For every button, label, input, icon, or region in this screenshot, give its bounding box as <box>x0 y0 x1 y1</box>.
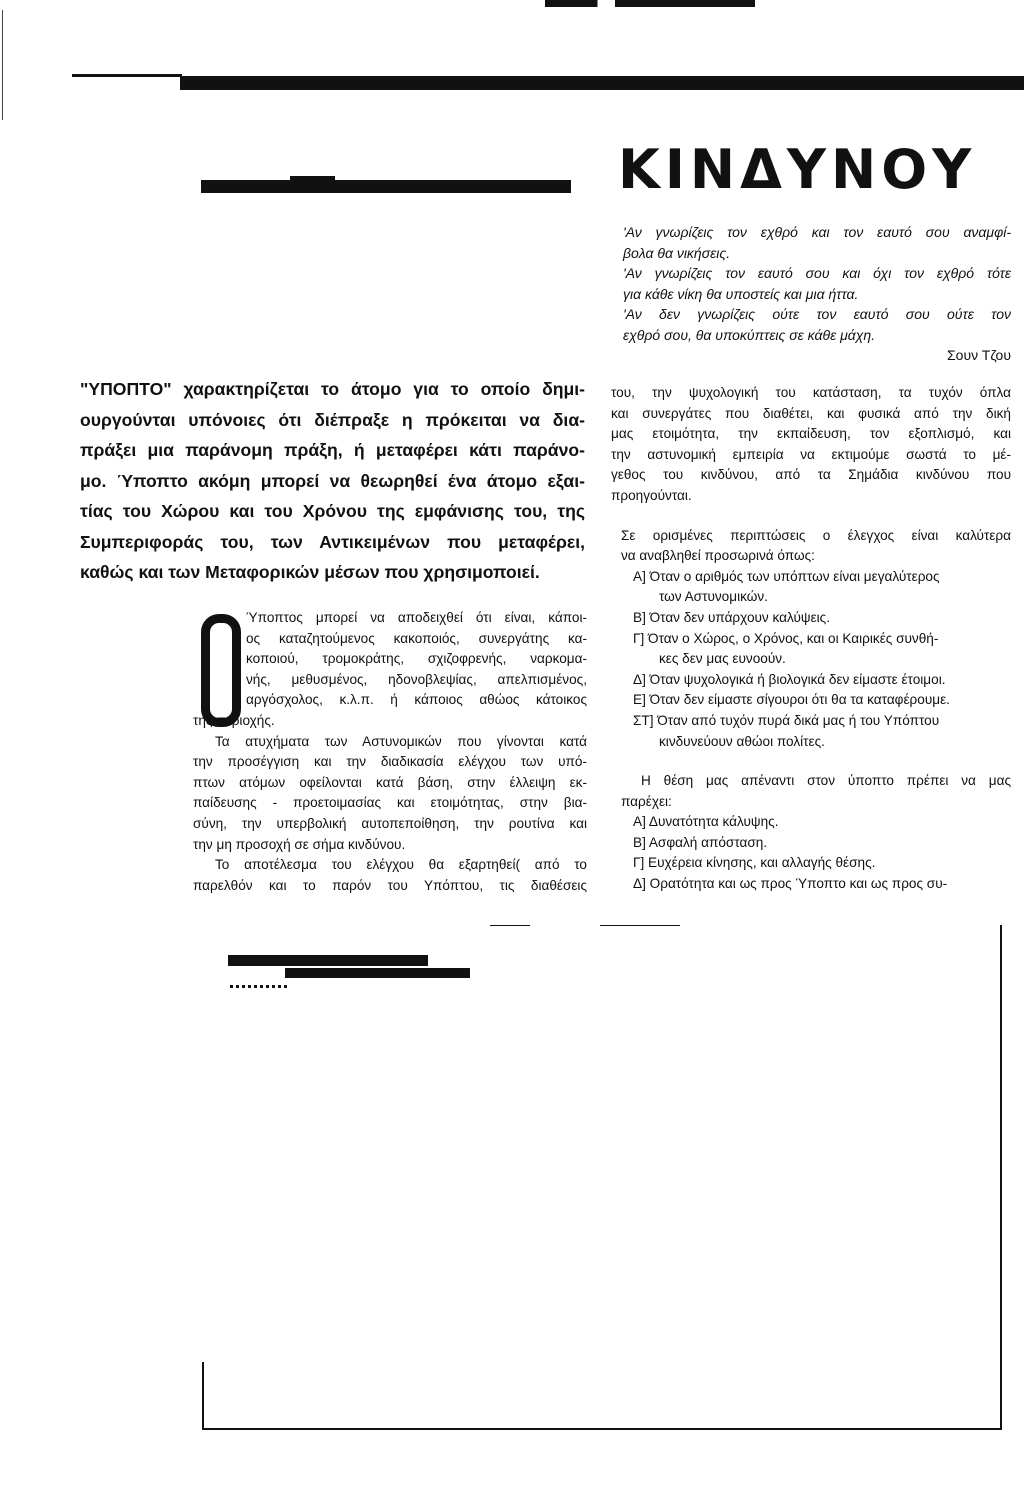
quote-line: βολα θα νικήσεις. <box>623 244 731 261</box>
lead-line: ουργούνται υπόνοιες ότι διέπραξε η πρόκειται να δια- <box>80 409 585 430</box>
body-line: ος καταζητούμενος κακοποιός, συνεργάτης κα- <box>246 630 587 646</box>
logo-block-bottom <box>285 968 470 978</box>
body-line: παρέχει: <box>621 793 672 809</box>
lead-line: καθώς και των Μεταφορικών μέσων που χρησιμοποιεί. <box>80 562 540 582</box>
quote-author: Σουν Τζου <box>947 347 1011 363</box>
body-line: της περιοχής. <box>193 712 275 728</box>
lead-paragraph <box>80 374 585 588</box>
epigraph-quote <box>623 222 1011 366</box>
quote-line: 'Αν γνωρίζεις τον εαυτό σου και όχι τον εχθρό τότε <box>623 265 1011 281</box>
body-line: να αναβληθεί προσωρινά όπως: <box>621 548 815 564</box>
body-line: Η θέση μας απέναντι στον ύποπτο πρέπει να μας <box>641 773 1011 789</box>
lead-line: Συμπεριφοράς του, των Αντικειμένων που μεταφέρει, <box>80 531 585 552</box>
body-line: Το αποτέλεσμα του ελέγχου θα εξαρτηθεί( από το <box>215 857 587 873</box>
body-line: νής, μεθυσμένος, ηδονοβλεψίας, απελπισμένος, <box>246 671 587 687</box>
top-rule-thin <box>72 74 182 77</box>
body-line: παίδευσης - προετοιμασίας και ετοιμότητας, στην βια- <box>193 795 587 811</box>
header-left-bar <box>201 180 571 193</box>
case-item-cont: κινδυνεύουν αθώοι πολίτες. <box>659 733 825 749</box>
quote-line: για κάθε νίκη θα υποστείς και μια ήττα. <box>623 285 859 302</box>
logo-dots <box>230 985 290 988</box>
lead-line: "ΥΠΟΠΤΟ" χαρακτηρίζεται το άτομο για το οποίο δημι- <box>80 379 585 399</box>
body-line: και συνεργάτες που διαθέτει, και φυσικά από την δική <box>611 405 1011 421</box>
header-left-bar-step <box>290 176 335 182</box>
body-line: παρελθόν και το παρόν του Υπόπτου, τις διαθέσεις <box>193 877 587 893</box>
case-item: Α] Όταν ο αριθμός των υπόπτων είναι μεγαλύτερος <box>633 568 940 584</box>
case-item-cont: κες δεν μας ευνοούν. <box>659 651 786 667</box>
lead-line: τίας του Χώρου και του Χρόνου της εμφάνισης του, της <box>80 501 585 521</box>
body-line: γεθος του κινδύνου, από τα Σημάδια κινδύνου που <box>611 467 1011 483</box>
body-line: αργόσχολος, κ.λ.π. ή κάποιος αθώος κάτοικος <box>246 692 587 708</box>
column-end-rule-left <box>490 925 530 926</box>
body-line: κοποιού, τρομοκράτης, σχιζοφρενής, ναρκομα- <box>246 651 587 667</box>
case-item: Γ] Όταν ο Χώρος, ο Χρόνος, και οι Καιρικές συνθή- <box>633 630 939 646</box>
body-line: σύνη, την υπερβολική αυτοπεποίθηση, την ρουτίνα και <box>193 815 587 831</box>
body-line: την αστυνομική εμπειρία να εκτιμούμε σωστά το μέ- <box>611 446 1011 462</box>
right-body-column <box>611 383 1011 895</box>
lead-line: μο. Ύποπτο ακόμη μπορεί να θεωρηθεί ένα άτομο εξαι- <box>80 470 585 491</box>
case-item: ΣΤ] Όταν από τυχόν πυρά δικά μας ή του Υπόπτου <box>633 712 940 728</box>
body-line: Ύποπτος μπορεί να αποδειχθεί ότι είναι, κάποι- <box>246 610 587 625</box>
logo-block-top <box>228 955 428 966</box>
provision-item: Δ] Ορατότητα και ως προς Ύποπτο και ως προς συ- <box>633 876 948 892</box>
left-margin-line <box>2 10 3 120</box>
case-item: Ε] Όταν δεν είμαστε σίγουροι ότι θα τα καταφέρουμε. <box>633 692 950 708</box>
provision-item: Β] Ασφαλή απόσταση. <box>633 834 768 850</box>
left-body-column <box>193 608 587 896</box>
case-item: Δ] Όταν ψυχολογικά ή βιολογικά δεν είμαστε έτοιμοι. <box>633 671 946 687</box>
frame-right-vertical <box>1000 925 1002 1430</box>
body-line: την προσέγγιση και την διαδικασία ελέγχου των υπό- <box>193 754 587 770</box>
case-item: Β] Όταν δεν υπάρχουν καλύψεις. <box>633 609 831 625</box>
body-line: την μη προσοχή σε σήμα κινδύνου. <box>193 836 406 852</box>
section-title-word: ΚΙΝΔΥΝΟΥ <box>618 138 977 201</box>
body-line: μας ετοιμότητα, την εκπαίδευση, τον εξοπλισμό, και <box>611 426 1011 442</box>
provision-item: Γ] Ευχέρεια κίνησης, και αλλαγής θέσης. <box>633 855 876 871</box>
body-line: του, την ψυχολογική του κατάσταση, τα τυχόν όπλα <box>611 385 1011 400</box>
body-line: πτων ατόμων οφείλονται κατά βάση, στην έλλειψη εκ- <box>193 774 587 790</box>
frame-left-vertical <box>202 1362 204 1430</box>
body-line: προηγούνται. <box>611 487 692 503</box>
lead-line: πράξει μια παράνομη πράξη, ή μεταφέρει κάτι παράνο- <box>80 440 585 460</box>
quote-line: 'Αν δεν γνωρίζεις ούτε τον εαυτό σου ούτε τον <box>623 306 1011 322</box>
provision-item: Α] Δυνατότητα κάλυψης. <box>633 814 779 830</box>
column-end-rule-right <box>600 925 680 926</box>
top-rule-thick <box>180 76 1024 90</box>
quote-line: 'Αν γνωρίζεις τον εχθρό και τον εαυτό σου αναμφί- <box>623 224 1011 240</box>
quote-line: εχθρό σου, θα υποκύπτεις σε κάθε μάχη. <box>623 326 876 343</box>
case-item-cont: των Αστυνομικών. <box>659 589 768 605</box>
top-edge-bar <box>405 0 755 7</box>
frame-bottom-rule <box>202 1428 1002 1430</box>
body-line: Σε ορισμένες περιπτώσεις ο έλεγχος είναι καλύτερα <box>621 527 1011 543</box>
body-line: Τα ατυχήματα των Αστυνομικών που γίνονται κατά <box>215 733 587 749</box>
